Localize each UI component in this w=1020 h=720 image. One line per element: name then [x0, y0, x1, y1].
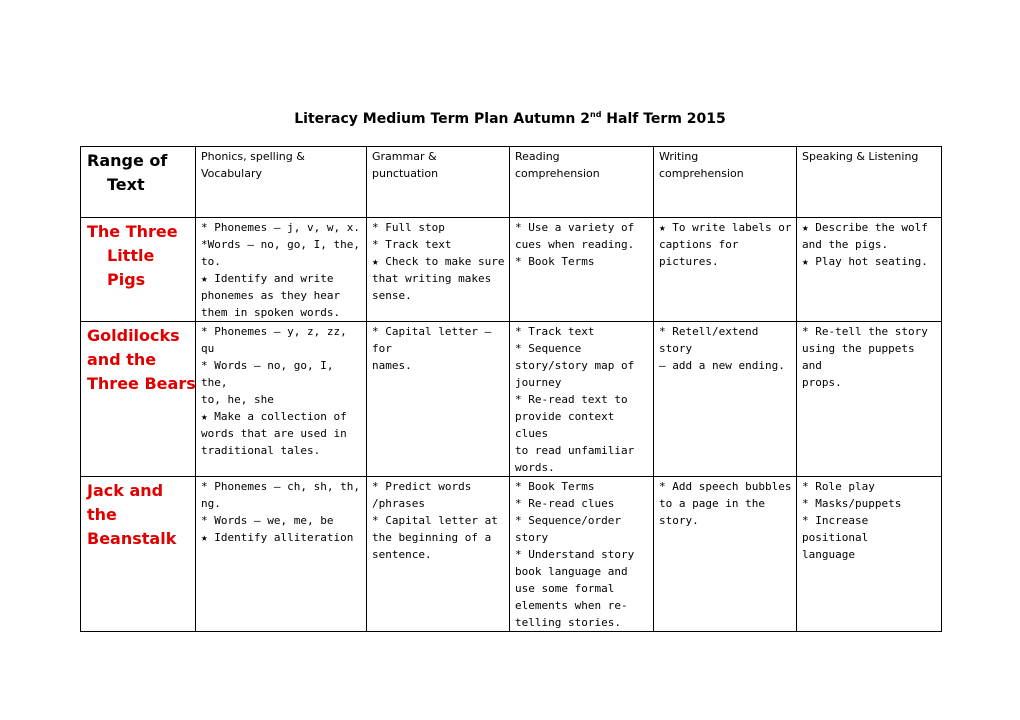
reading-cell: * Use a variety of cues when reading. * Book Terms	[510, 218, 654, 322]
title-text-end: Half Term 2015	[601, 111, 726, 127]
phonics-cell: * Phonemes – ch, sh, th, ng. * Words – we, me, be ★ Identify alliteration	[196, 477, 367, 632]
header-writing: Writing comprehension	[654, 147, 797, 218]
header-phonics: Phonics, spelling & Vocabulary	[196, 147, 367, 218]
speaking-cell: * Role play * Masks/puppets * Increase positional language	[797, 477, 942, 632]
phonics-cell: * Phonemes – j, v, w, x. *Words – no, go, I, the, to. ★ Identify and write phonemes as they hear them in spoken words.	[196, 218, 367, 322]
title-superscript: nd	[590, 110, 602, 119]
grammar-cell: * Capital letter – for names.	[367, 322, 510, 477]
speaking-cell: ★ Describe the wolf and the pigs. ★ Play hot seating.	[797, 218, 942, 322]
grammar-cell: * Predict words /phrases * Capital letter at the beginning of a sentence.	[367, 477, 510, 632]
reading-cell: * Track text * Sequence story/story map of journey * Re-read text to provide context clues to read unfamiliar words.	[510, 322, 654, 477]
header-row	[81, 147, 942, 218]
plan-table	[80, 146, 942, 632]
writing-cell: * Retell/extend story – add a new ending.	[654, 322, 797, 477]
table-row	[81, 218, 942, 322]
page-title	[0, 110, 1020, 127]
phonics-cell: * Phonemes – y, z, zz, qu * Words – no, go, I, the, to, he, she ★ Make a collection of words that are used in traditional tales.	[196, 322, 367, 477]
reading-cell: * Book Terms * Re-read clues * Sequence/order story * Understand story book language and use some formal elements when re- telling stories.	[510, 477, 654, 632]
header-speaking: Speaking & Listening	[797, 147, 942, 218]
header-reading: Reading comprehension	[510, 147, 654, 218]
range-of-text-header: Range of Text	[81, 147, 196, 218]
table-row	[81, 477, 942, 632]
story-title: Goldilocks and the Three Bears	[81, 322, 196, 477]
table-row	[81, 322, 942, 477]
story-title: Jack and the Beanstalk	[81, 477, 196, 632]
title-text: Literacy Medium Term Plan Autumn 2	[294, 111, 590, 127]
story-title: The Three Little Pigs	[81, 218, 196, 322]
writing-cell: ★ To write labels or captions for pictures.	[654, 218, 797, 322]
grammar-cell: * Full stop * Track text ★ Check to make sure that writing makes sense.	[367, 218, 510, 322]
writing-cell: * Add speech bubbles to a page in the story.	[654, 477, 797, 632]
header-grammar: Grammar & punctuation	[367, 147, 510, 218]
speaking-cell: * Re-tell the story using the puppets and props.	[797, 322, 942, 477]
